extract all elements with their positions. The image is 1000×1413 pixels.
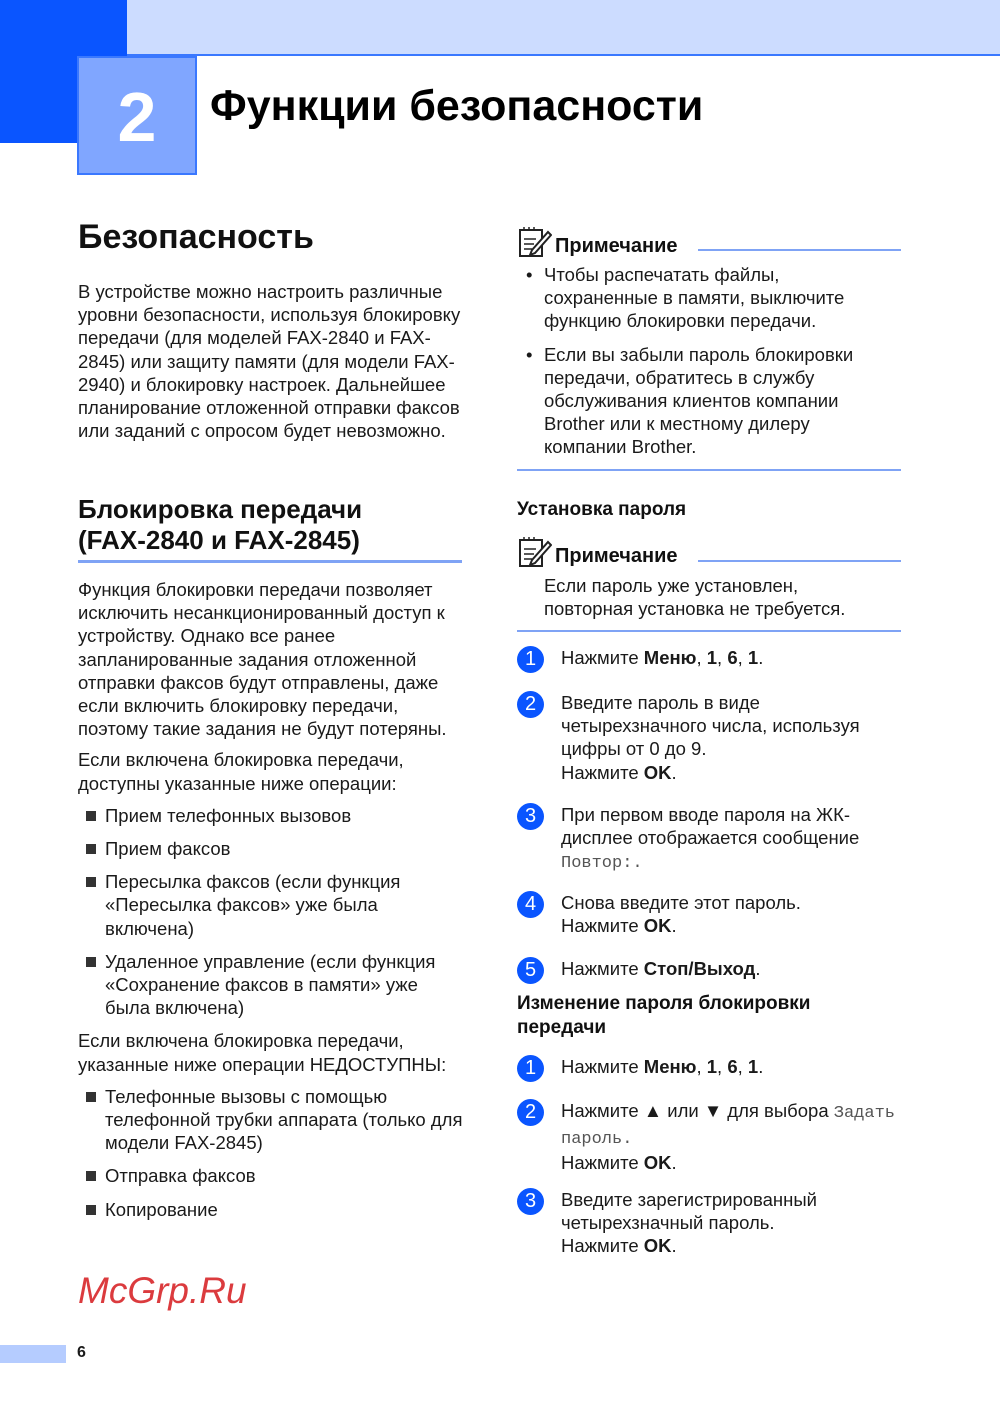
list-item bbox=[105, 950, 468, 1020]
list-item-text: Копирование bbox=[105, 1198, 218, 1220]
bullet-square-icon bbox=[86, 957, 96, 967]
bullet-square-icon bbox=[86, 1205, 96, 1215]
bullet-square-icon bbox=[86, 877, 96, 887]
step-text-segment: Нажмите bbox=[561, 915, 644, 937]
step-text-segment: . bbox=[671, 1152, 677, 1174]
chapter-number: 2 bbox=[77, 56, 197, 175]
unavailable-list bbox=[78, 1085, 468, 1221]
step-text-segment: . bbox=[755, 958, 761, 979]
step-number-icon: 1 bbox=[517, 646, 544, 673]
step-text-segment: , bbox=[737, 647, 748, 668]
step-text-segment: , bbox=[717, 647, 728, 668]
left-body bbox=[78, 578, 468, 1231]
step-text bbox=[561, 957, 907, 980]
step-text-segment: Снова введите этот пароль. bbox=[561, 892, 801, 913]
header-band bbox=[127, 0, 1000, 56]
step-text-segment: , bbox=[717, 1056, 728, 1077]
step-text-segment: . bbox=[632, 854, 643, 874]
list-item bbox=[105, 1085, 468, 1155]
list-item-text: Прием телефонных вызовов bbox=[105, 804, 352, 826]
step-text bbox=[561, 891, 907, 937]
step-text-segment: 6 bbox=[727, 647, 738, 668]
step-text bbox=[561, 1099, 907, 1175]
list-item bbox=[105, 804, 468, 827]
step-text-segment: . bbox=[622, 1130, 633, 1150]
step-text-segment: 1 bbox=[706, 1056, 718, 1077]
step-number-icon: 2 bbox=[517, 691, 544, 718]
step-text-segment: или bbox=[662, 1100, 704, 1121]
list-item-text: Телефонные вызовы с помощью телефонной трубки аппарата (только для модели FAX-2845) bbox=[105, 1085, 463, 1154]
step-text-segment: ▲ bbox=[643, 1100, 663, 1121]
note-label: Примечание bbox=[555, 545, 678, 567]
step-text-segment: , bbox=[696, 1056, 707, 1077]
step bbox=[517, 1099, 907, 1175]
step-text bbox=[561, 1055, 907, 1078]
step-number-icon: 5 bbox=[517, 957, 544, 984]
step-number-icon: 4 bbox=[517, 891, 544, 918]
step-number-icon: 3 bbox=[517, 803, 544, 830]
paragraph: Функция блокировки передачи позволяет исключить несанкционированный доступ к устройству. Однако все ранее запланированные задания отложенной отправки факсов будут отправлены, даже если включить блокировку передачи, поэтому такие задания не будут потеряны. bbox=[78, 579, 447, 740]
list-item-text: Отправка факсов bbox=[105, 1165, 256, 1187]
step-text-segment: OK bbox=[643, 1235, 672, 1257]
step-text-segment: Стоп/Выход bbox=[643, 958, 756, 979]
paragraph: Если включена блокировка передачи, указанные ниже операции НЕДОСТУПНЫ: bbox=[78, 1030, 447, 1075]
step bbox=[517, 1188, 907, 1258]
set-password-heading: Установка пароля bbox=[517, 499, 687, 520]
step-text-segment: для выбора bbox=[722, 1100, 834, 1121]
available-list bbox=[78, 804, 468, 1020]
bullet-square-icon bbox=[86, 844, 96, 854]
watermark: McGrp.Ru bbox=[78, 1270, 247, 1311]
step-text-segment: Нажмите bbox=[561, 1100, 644, 1121]
list-item bbox=[105, 1164, 468, 1187]
step-text-segment: . bbox=[758, 1056, 764, 1077]
step-text-segment: Нажмите bbox=[561, 1235, 644, 1257]
divider bbox=[517, 469, 901, 471]
intro-paragraph: В устройстве можно настроить различные уровни безопасности, используя блокировку передачи (для моделей FAX-2840 и FAX-2845) или защиту памяти (для модели FAX-2940) и блокировку настроек. Дальнейшее планирование отложенной отправки факсов или заданий с опросом будет невозможно. bbox=[78, 281, 461, 442]
step-text-segment: Меню bbox=[643, 1056, 697, 1077]
note-icon bbox=[518, 226, 552, 260]
step-text-segment: . bbox=[758, 647, 764, 668]
note-item: • Если вы забыли пароль блокировки передачи, обратитесь в службу обслуживания клиентов компании Brother или к местному дилеру компании Brother. bbox=[544, 343, 877, 459]
divider bbox=[698, 249, 901, 251]
list-item-text: Удаленное управление (если функция «Сохранение факсов в памяти» уже была включена) bbox=[105, 950, 436, 1019]
section-heading: Безопасность bbox=[78, 218, 314, 256]
step-text-segment: . bbox=[671, 1235, 677, 1257]
step-text-segment: 1 bbox=[747, 1056, 759, 1077]
page-tab bbox=[0, 1345, 66, 1363]
step-text-segment: Нажмите bbox=[561, 958, 644, 979]
page-number: 6 bbox=[77, 1344, 86, 1361]
step bbox=[517, 803, 907, 876]
step-text-segment: , bbox=[737, 1056, 748, 1077]
step-text-segment: Нажмите bbox=[561, 1152, 644, 1174]
step-text bbox=[561, 1188, 907, 1258]
step-text-segment: Нажмите bbox=[561, 647, 644, 668]
divider bbox=[517, 630, 901, 632]
step-text-segment: . bbox=[671, 915, 677, 937]
step-text-segment: Повтор: bbox=[561, 854, 633, 874]
step-text-segment: Меню bbox=[643, 647, 697, 668]
step-text-segment: Введите зарегистрированный четырехзначный пароль. bbox=[561, 1189, 817, 1234]
step-text bbox=[561, 691, 907, 784]
step-number-icon: 3 bbox=[517, 1188, 544, 1215]
step-text-segment: Нажмите bbox=[561, 761, 644, 783]
step-text-segment: ▼ bbox=[703, 1100, 723, 1121]
subsection-heading: Блокировка передачи (FAX-2840 и FAX-2845) bbox=[78, 494, 363, 555]
bullet-square-icon bbox=[86, 1171, 96, 1181]
step bbox=[517, 646, 907, 669]
list-item-text: Прием факсов bbox=[105, 838, 231, 860]
change-password-heading: Изменение пароля блокировки передачи bbox=[517, 993, 811, 1038]
note-list bbox=[517, 263, 877, 459]
list-item-text: Пересылка факсов (если функция «Пересылка факсов» уже была включена) bbox=[105, 871, 401, 939]
step-text-segment: При первом вводе пароля на ЖК-дисплее отображается сообщение bbox=[561, 804, 860, 849]
paragraph: Если включена блокировка передачи, доступны указанные ниже операции: bbox=[78, 749, 404, 794]
list-item bbox=[105, 1198, 468, 1221]
bullet-square-icon bbox=[86, 1092, 96, 1102]
divider bbox=[78, 560, 462, 563]
note-text: Если пароль уже установлен, повторная установка не требуется. bbox=[544, 575, 846, 620]
step-text-segment: Задать пароль bbox=[561, 1104, 895, 1150]
step-text-segment: OK bbox=[643, 915, 672, 937]
note-item: • Чтобы распечатать файлы, сохраненные в памяти, выключите функцию блокировки передачи. bbox=[544, 263, 877, 333]
chapter-title: Функции безопасности bbox=[210, 82, 704, 130]
bullet-square-icon bbox=[86, 811, 96, 821]
step bbox=[517, 957, 907, 980]
divider bbox=[698, 560, 901, 562]
list-item bbox=[105, 870, 468, 940]
step-text-segment: 6 bbox=[727, 1056, 738, 1077]
step-number-icon: 2 bbox=[517, 1099, 544, 1126]
note-label: Примечание bbox=[555, 235, 678, 257]
step-text-segment: OK bbox=[643, 1152, 672, 1174]
step-text-segment: Нажмите bbox=[561, 1056, 644, 1077]
step-text-segment: . bbox=[671, 761, 677, 783]
step-text bbox=[561, 646, 907, 669]
step bbox=[517, 891, 907, 937]
step bbox=[517, 1055, 907, 1078]
step-text-segment: 1 bbox=[706, 647, 718, 668]
list-item bbox=[105, 837, 468, 860]
step-text-segment: 1 bbox=[747, 647, 759, 668]
step-text-segment: OK bbox=[643, 761, 672, 783]
step-text-segment: , bbox=[696, 647, 707, 668]
step-text-segment: Введите пароль в виде четырехзначного числа, используя цифры от 0 до 9. bbox=[561, 692, 860, 760]
step bbox=[517, 691, 907, 784]
note-icon bbox=[518, 536, 552, 570]
step-text bbox=[561, 803, 907, 876]
step-number-icon: 1 bbox=[517, 1055, 544, 1082]
